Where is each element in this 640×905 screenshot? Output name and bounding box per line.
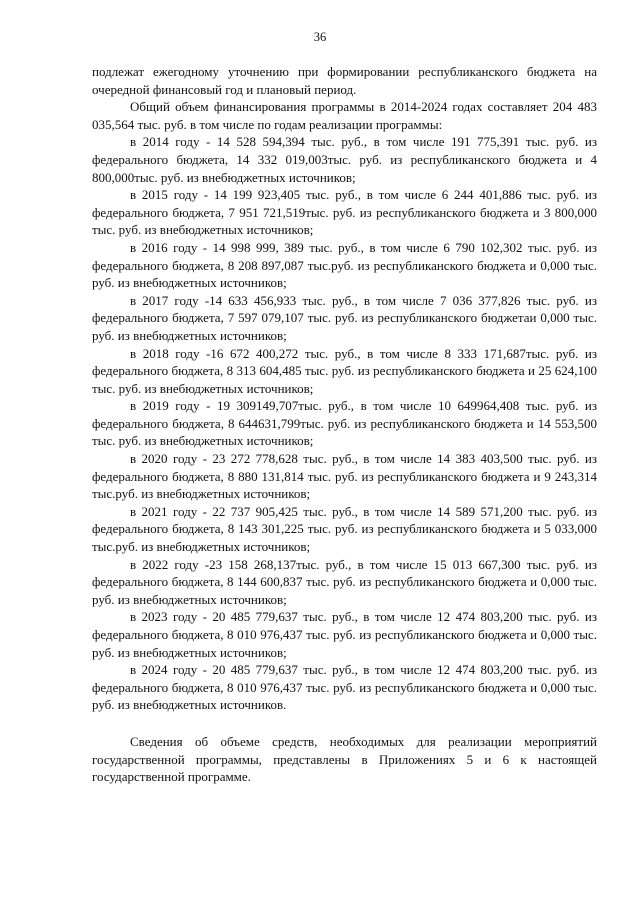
paragraph-year-2021: в 2021 году - 22 737 905,425 тыс. руб., в том числе 14 589 571,200 тыс. руб. из федерального бюджета, 8 143 301,225 тыс. руб. из республиканского бюджета и 5 033,000 тыс.руб. из внебюджетных источников; bbox=[92, 503, 597, 555]
document-body bbox=[92, 63, 597, 786]
paragraph-year-2015: в 2015 году - 14 199 923,405 тыс. руб., в том числе 6 244 401,886 тыс. руб. из федерального бюджета, 7 951 721,519тыс. руб. из республиканского бюджета и 3 800,000 тыс. руб. из внебюджетных источников; bbox=[92, 187, 597, 238]
paragraph-year-2016: в 2016 году - 14 998 999, 389 тыс. руб., в том числе 6 790 102,302 тыс. руб. из федерального бюджета, 8 208 897,087 тыс.руб. из республиканского бюджета и 0,000 тыс. руб. из внебюджетных источников; bbox=[92, 239, 597, 291]
paragraph-year-2022: в 2022 году -23 158 268,137тыс. руб., в том числе 15 013 667,300 тыс. руб. из федерального бюджета, 8 144 600,837 тыс. руб. из республиканского бюджета и 0,000 тыс. руб. из внебюджетных источников; bbox=[92, 556, 597, 607]
paragraph-year-2023: в 2023 году - 20 485 779,637 тыс. руб., в том числе 12 474 803,200 тыс. руб. из федерального бюджета, 8 010 976,437 тыс. руб. из республиканского бюджета и 0,000 тыс. руб. из внебюджетных источников; bbox=[92, 609, 597, 660]
paragraph-year-2024: в 2024 году - 20 485 779,637 тыс. руб., в том числе 12 474 803,200 тыс. руб. из федерального бюджета, 8 010 976,437 тыс. руб. из республиканского бюджета и 0,000 тыс. руб. из внебюджетных источников. bbox=[92, 662, 597, 713]
paragraph-year-2020: в 2020 году - 23 272 778,628 тыс. руб., в том числе 14 383 403,500 тыс. руб. из федерального бюджета, 8 880 131,814 тыс. руб. из республиканского бюджета и 9 243,314 тыс.руб. из внебюджетных источников; bbox=[92, 451, 597, 502]
paragraph-intro: подлежат ежегодному уточнению при формировании республиканского бюджета на очередной финансовый год и плановый период. bbox=[92, 64, 597, 97]
paragraph-total-funding: Общий объем финансирования программы в 2014-2024 годах составляет 204 483 035,564 тыс. руб. в том числе по годам реализации программы: bbox=[92, 99, 597, 132]
page-number: 36 bbox=[313, 30, 327, 44]
paragraph-appendix-reference: Сведения об объеме средств, необходимых для реализации мероприятий государственной программы, представлены в Приложениях 5 и 6 к настоящей государственной программе. bbox=[92, 733, 597, 785]
paragraph-year-2019: в 2019 году - 19 309149,707тыс. руб., в том числе 10 649964,408 тыс. руб. из федерального бюджета, 8 644631,799тыс. руб. из республиканского бюджета и 14 553,500 тыс. руб. из внебюджетных источников; bbox=[92, 398, 597, 449]
paragraph-year-2018: в 2018 году -16 672 400,272 тыс. руб., в том числе 8 333 171,687тыс. руб. из федерального бюджета, 8 313 604,485 тыс. руб. из республиканского бюджета и 25 624,100 тыс. руб. из внебюджетных источников; bbox=[92, 345, 597, 396]
paragraph-year-2017: в 2017 году -14 633 456,933 тыс. руб., в том числе 7 036 377,826 тыс. руб. из федерального бюджета, 7 597 079,107 тыс. руб. из республиканского бюджетаи 0,000 тыс. руб. из внебюджетных источников; bbox=[92, 292, 597, 343]
paragraph-year-2014: в 2014 году - 14 528 594,394 тыс. руб., в том числе 191 775,391 тыс. руб. из федерального бюджета, 14 332 019,003тыс. руб. из республиканского бюджета и 4 800,000тыс. руб. из внебюджетных источников; bbox=[92, 134, 597, 185]
